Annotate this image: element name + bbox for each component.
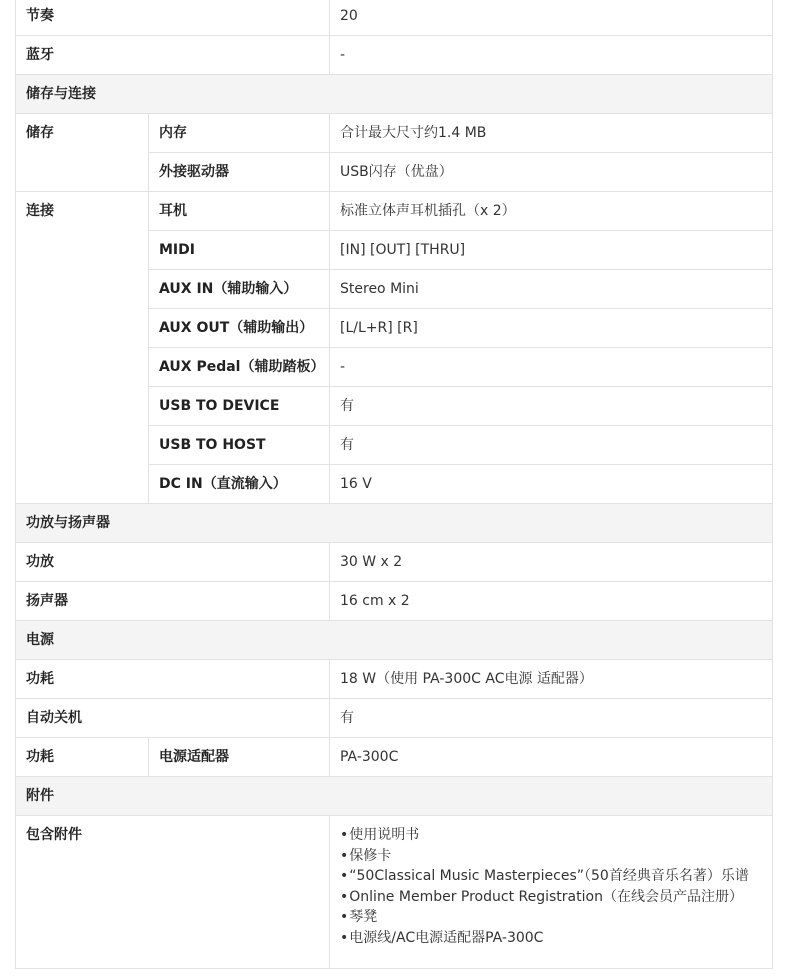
group-label-connection: 连接 (16, 192, 149, 504)
table-row (16, 660, 773, 699)
row-value-speakers: 16 cm x 2 (330, 582, 773, 621)
row-label-external-drive: 外接驱动器 (149, 153, 330, 192)
row-label-usb-to-device: USB TO DEVICE (149, 387, 330, 426)
row-value-midi: [IN] [OUT] [THRU] (330, 231, 773, 270)
table-row (16, 36, 773, 75)
spec-table (15, 0, 773, 969)
row-label-aux-in: AUX IN（辅助输入） (149, 270, 330, 309)
row-value-usb-to-host: 有 (330, 426, 773, 465)
row-value-amplifier: 30 W x 2 (330, 543, 773, 582)
group-label-storage: 储存 (16, 114, 149, 192)
table-row (16, 738, 773, 777)
list-item: • “50Classical Music Masterpieces”（50首经典音乐名著）乐谱 (340, 866, 762, 887)
table-row (16, 114, 773, 153)
row-label-included-accessories: 包含附件 (16, 816, 330, 969)
table-row (16, 816, 773, 969)
list-item: • 使用说明书 (340, 825, 762, 846)
section-storage-connection: 储存与连接 (16, 75, 773, 114)
list-item: • Online Member Product Registration（在线会员产品注册） (340, 887, 762, 908)
row-label-dc-in: DC IN（直流输入） (149, 465, 330, 504)
table-row (16, 699, 773, 738)
row-label-memory: 内存 (149, 114, 330, 153)
row-label-amplifier: 功放 (16, 543, 330, 582)
section-header-row (16, 504, 773, 543)
list-item: • 电源线/AC电源适配器PA-300C (340, 928, 762, 949)
row-label-rhythm: 节奏 (16, 0, 330, 36)
table-row (16, 0, 773, 36)
section-accessories: 附件 (16, 777, 773, 816)
row-value-power-adapter: PA-300C (330, 738, 773, 777)
row-value-usb-to-device: 有 (330, 387, 773, 426)
table-row (16, 582, 773, 621)
row-label-auto-power-off: 自动关机 (16, 699, 330, 738)
section-power: 电源 (16, 621, 773, 660)
section-header-row (16, 777, 773, 816)
list-item: • 保修卡 (340, 846, 762, 867)
row-label-power-consumption: 功耗 (16, 660, 330, 699)
row-label-midi: MIDI (149, 231, 330, 270)
list-item: • 琴凳 (340, 907, 762, 928)
row-value-power-consumption: 18 W（使用 PA-300C AC电源 适配器） (330, 660, 773, 699)
row-value-included-accessories (330, 816, 773, 969)
row-label-bluetooth: 蓝牙 (16, 36, 330, 75)
section-amp-speakers: 功放与扬声器 (16, 504, 773, 543)
row-label-power-adapter: 电源适配器 (149, 738, 330, 777)
row-value-aux-out: [L/L+R] [R] (330, 309, 773, 348)
row-label-aux-pedal: AUX Pedal（辅助踏板） (149, 348, 330, 387)
row-value-memory: 合计最大尺寸约1.4 MB (330, 114, 773, 153)
row-value-auto-power-off: 有 (330, 699, 773, 738)
row-value-headphones: 标准立体声耳机插孔（x 2） (330, 192, 773, 231)
section-header-row (16, 75, 773, 114)
row-value-rhythm: 20 (330, 0, 773, 36)
row-label-aux-out: AUX OUT（辅助输出） (149, 309, 330, 348)
table-row (16, 543, 773, 582)
row-label-headphones: 耳机 (149, 192, 330, 231)
table-row (16, 192, 773, 231)
row-value-external-drive: USB闪存（优盘） (330, 153, 773, 192)
row-value-aux-pedal: - (330, 348, 773, 387)
row-label-power-adapter-group: 功耗 (16, 738, 149, 777)
section-header-row (16, 621, 773, 660)
row-value-dc-in: 16 V (330, 465, 773, 504)
row-label-usb-to-host: USB TO HOST (149, 426, 330, 465)
row-label-speakers: 扬声器 (16, 582, 330, 621)
row-value-aux-in: Stereo Mini (330, 270, 773, 309)
accessories-list (340, 825, 762, 948)
row-value-bluetooth: - (330, 36, 773, 75)
